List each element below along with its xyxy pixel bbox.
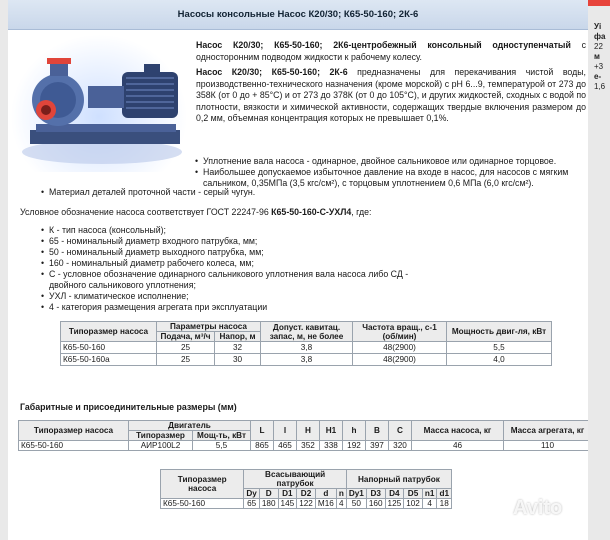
cropped-text: е-: [594, 72, 602, 81]
col-header-rpm: Частота вращ., с-1 (об/мин): [353, 322, 447, 342]
col-header-dim: H1: [320, 421, 343, 441]
col-header-sub: D1: [278, 489, 297, 499]
pump-image: [10, 34, 188, 172]
col-header-suction: Всасывающий патрубок: [244, 470, 346, 489]
col-header-sub: D3: [366, 489, 385, 499]
designation-prefix: Условное обозначение насоса соответствует ГОСТ 22247-96: [20, 207, 272, 217]
table-row: [61, 354, 552, 366]
list-item: • К - тип насоса (консольный);: [40, 225, 440, 236]
table-cell: К65-50-160: [161, 499, 244, 509]
list-item: • Наибольшее допускаемое избыточное давление на входе в насос, для насосов с мягким сальником, 0,35МПа (3,5 кгс/см²), с торцовым уплотнением 0,6 МПа (6,0 кгс/см²).: [194, 167, 584, 189]
col-header-motor-power: Мощ-ть, кВт: [193, 431, 251, 441]
table-cell: 352: [297, 441, 320, 451]
table-cell: К65-50-160: [61, 342, 157, 354]
table-row: [161, 499, 452, 509]
table-cell: 4: [422, 499, 437, 509]
list-item: • 50 - номинальный диаметр выходного патрубка, мм;: [40, 247, 440, 258]
list-item: • С - условное обозначение одинарного сальникового уплотнения вала насоса либо СД - двойного сальникового уплотнения;: [40, 269, 440, 291]
col-header-flow: Подача, м³/ч: [157, 332, 215, 342]
table-cell: 102: [404, 499, 423, 509]
col-header-params: Параметры насоса: [157, 322, 261, 332]
table-cell: 25: [157, 342, 215, 354]
page-title: Насосы консольные Насос К20/30; К65-50-160; 2К-6: [8, 0, 588, 30]
table-cell: 397: [366, 441, 389, 451]
col-header-motor-type: Типоразмер: [129, 431, 193, 441]
col-header-sub: n1: [422, 489, 437, 499]
table-cell: 865: [251, 441, 274, 451]
table-cell: 5,5: [193, 441, 251, 451]
table-cell: 48(2900): [353, 354, 447, 366]
intro-p2-rest: предназначены для перекачивания чистой воды, производственно-технического назначения (кроме морской) с рН 6...9, температурой от 273 до 358К (от 0 до + 85°С) и от 273 до 378К (от 0 до 105°С), и других жидкостей, сходных с водой по плотности, вязкости и химической активности, содержащих твердые включения размером до 0,2 мм, объемная концентрация которых не превышает 0,1%.: [196, 67, 586, 123]
designation-legend-list: [40, 225, 440, 313]
features-list: [194, 156, 584, 189]
col-header-dim: C: [389, 421, 412, 441]
col-header-sub: Dy1: [346, 489, 366, 499]
col-header-sub: n: [336, 489, 346, 499]
col-header-discharge: Напорный патрубок: [346, 470, 451, 489]
table-cell: 30: [215, 354, 261, 366]
table-cell: 4: [336, 499, 346, 509]
col-header-sub: D5: [404, 489, 423, 499]
table-cell: 4,0: [447, 354, 552, 366]
table-cell: 110: [504, 441, 589, 451]
table-cell: 122: [297, 499, 316, 509]
list-item: • Материал деталей проточной части - серый чугун.: [40, 187, 340, 198]
table-cell: 18: [437, 499, 452, 509]
table-cell: 50: [346, 499, 366, 509]
cropped-text: 22: [594, 42, 603, 51]
table-cell: 180: [259, 499, 278, 509]
pump-illustration: [10, 34, 188, 172]
intro-paragraph-2: [196, 67, 586, 125]
col-header-dim: L: [251, 421, 274, 441]
table-cell: 65: [244, 499, 259, 509]
table-cell: 338: [320, 441, 343, 451]
right-side-cropped-text: [594, 22, 610, 92]
col-header-sub: Dy: [244, 489, 259, 499]
list-item: • 160 - номинальный диаметр рабочего колеса, мм;: [40, 258, 440, 269]
col-header-dim: B: [366, 421, 389, 441]
cropped-text: м: [594, 52, 600, 61]
table-cell: 32: [215, 342, 261, 354]
table-cell: 465: [274, 441, 297, 451]
table-cell: К65-50-160а: [61, 354, 157, 366]
avito-logo-icon: [490, 501, 510, 521]
list-item: • 4 - категория размещения агрегата при эксплуатации: [40, 302, 440, 313]
dimensions-table: [18, 420, 588, 451]
flanges-table: [160, 469, 452, 509]
col-header-motor: Двигатель: [129, 421, 251, 431]
pump-parameters-table: [60, 321, 552, 366]
table-cell: М16: [315, 499, 336, 509]
list-item: • УХЛ - климатическое исполнение;: [40, 291, 440, 302]
intro-p2-bold: Насос К20/30; К65-50-160; 2К-6: [196, 67, 348, 77]
col-header-model: Типоразмер насоса: [61, 322, 157, 342]
table-cell: 48(2900): [353, 342, 447, 354]
col-header-dim: h: [343, 421, 366, 441]
material-list: [40, 187, 340, 198]
table-cell: 3,8: [261, 342, 353, 354]
intro-paragraph-1: [196, 40, 586, 63]
table-cell: 125: [385, 499, 404, 509]
table-cell: 3,8: [261, 354, 353, 366]
col-header-npsh: Допуст. кавитац. запас, м, не более: [261, 322, 353, 342]
list-item: • Уплотнение вала насоса - одинарное, двойное сальниковое или одинарное торцовое.: [194, 156, 584, 167]
table-cell: 192: [343, 441, 366, 451]
intro-text: [196, 40, 586, 129]
col-header-pump-mass: Масса насоса, кг: [412, 421, 504, 441]
col-header-model: Типоразмер насоса: [19, 421, 129, 441]
col-header-sub: d1: [437, 489, 452, 499]
cropped-text: +3: [594, 62, 604, 71]
col-header-model: Типоразмер насоса: [161, 470, 244, 499]
col-header-unit-mass: Масса агрегата, кг: [504, 421, 589, 441]
designation-suffix: , где:: [351, 207, 372, 217]
table-row: [61, 342, 552, 354]
col-header-power: Мощность двиг-ля, кВт: [447, 322, 552, 342]
table-cell: 25: [157, 354, 215, 366]
table-cell: К65-50-160: [19, 441, 129, 451]
intro-p1-bold: Насос К20/30; К65-50-160; 2К6-центробежный консольный одноступенчатый: [196, 40, 571, 50]
dimensions-heading: Габаритные и присоединительные размеры (мм): [20, 402, 237, 412]
cropped-text: Уі: [594, 22, 602, 31]
avito-watermark: Avito: [513, 497, 563, 519]
table-cell: 46: [412, 441, 504, 451]
col-header-dim: H: [297, 421, 320, 441]
col-header-sub: D4: [385, 489, 404, 499]
table-cell: АИР100L2: [129, 441, 193, 451]
table-row: [19, 441, 589, 451]
col-header-sub: D2: [297, 489, 316, 499]
table-cell: 5,5: [447, 342, 552, 354]
cropped-text: фа: [594, 32, 606, 41]
col-header-head: Напор, м: [215, 332, 261, 342]
col-header-sub: d: [315, 489, 336, 499]
col-header-dim: l: [274, 421, 297, 441]
cropped-text: 1,6: [594, 82, 606, 91]
table-cell: 145: [278, 499, 297, 509]
table-cell: 320: [389, 441, 412, 451]
intro-p1-rest: с односторонним подводом жидкости к рабочему колесу.: [196, 40, 586, 62]
col-header-sub: D: [259, 489, 278, 499]
table-cell: 160: [366, 499, 385, 509]
list-item: • 65 - номинальный диаметр входного патрубка, мм;: [40, 236, 440, 247]
designation-code: К65-50-160-С-УХЛ4: [271, 207, 352, 217]
product-description-page: [8, 0, 588, 540]
designation-line: [20, 207, 371, 217]
